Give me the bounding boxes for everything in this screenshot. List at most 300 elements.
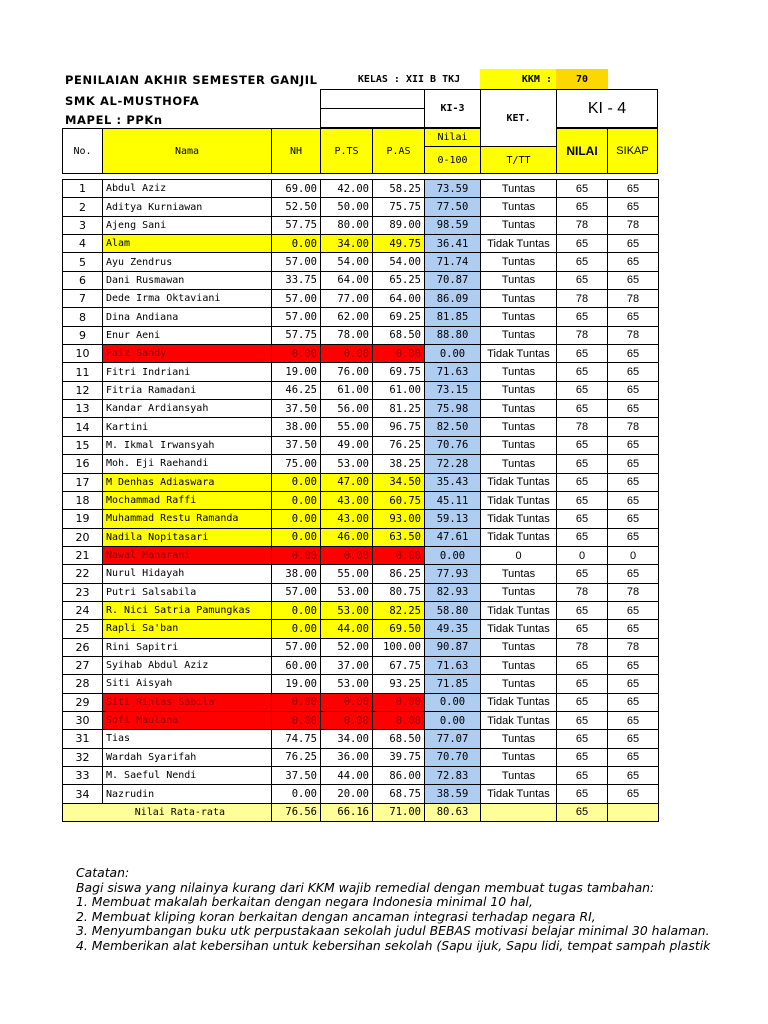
cell-ki3: 72.83 — [425, 767, 481, 785]
cell-ket: Tuntas — [481, 675, 557, 693]
table-row — [63, 601, 659, 619]
table-row — [63, 730, 659, 748]
col-range: 0-100 — [424, 146, 481, 174]
col-pts: P.TS — [320, 128, 373, 174]
cell-ki3: 70.76 — [425, 436, 481, 454]
cell-ki3: 77.07 — [425, 730, 481, 748]
cell-no: 32 — [63, 748, 103, 766]
cell-sikap: 65 — [608, 180, 659, 198]
cell-sikap: 65 — [608, 363, 659, 381]
cell-nh: 38.00 — [272, 565, 321, 583]
cell-no: 8 — [63, 308, 103, 326]
cell-ki3: 0.00 — [425, 546, 481, 564]
cell-ki3: 71.74 — [425, 253, 481, 271]
cell-no: 6 — [63, 271, 103, 289]
cell-nh: 0.00 — [272, 510, 321, 528]
cell-ki3: 70.70 — [425, 748, 481, 766]
col-pas: P.AS — [372, 128, 425, 174]
cell-pas: 65.25 — [373, 271, 425, 289]
cell-ket: Tuntas — [481, 455, 557, 473]
cell-ki3: 0.00 — [425, 711, 481, 729]
cell-nh: 46.25 — [272, 381, 321, 399]
notes-section — [76, 866, 766, 954]
cell-ket: Tuntas — [481, 418, 557, 436]
cell-nama: Wardah Syarifah — [103, 748, 272, 766]
cell-ki3: 90.87 — [425, 638, 481, 656]
col-sikap: SIKAP — [607, 128, 658, 174]
cell-nilai: 65 — [557, 711, 608, 729]
cell-nama: Ajeng Sani — [103, 216, 272, 234]
cell-nh: 0.00 — [272, 491, 321, 509]
cell-sikap: 65 — [608, 510, 659, 528]
notes-intro: Bagi siswa yang nilainya kurang dari KKM wajib remedial dengan membuat tugas tambahan: — [76, 879, 655, 895]
table-row — [63, 345, 659, 363]
cell-pas: 60.75 — [373, 491, 425, 509]
cell-sikap: 65 — [608, 400, 659, 418]
cell-no: 20 — [63, 528, 103, 546]
cell-nama: Syihab Abdul Aziz — [103, 656, 272, 674]
cell-nh: 37.50 — [272, 767, 321, 785]
cell-ki3: 82.93 — [425, 583, 481, 601]
average-pas: 71.00 — [373, 803, 425, 821]
notes-item: 2. Membuat kliping koran berkaitan dengan ancaman integrasi terhadap negara RI, — [76, 908, 596, 924]
cell-sikap: 65 — [608, 436, 659, 454]
cell-nh: 0.00 — [272, 785, 321, 803]
cell-no: 11 — [63, 363, 103, 381]
cell-sikap: 65 — [608, 198, 659, 216]
cell-nilai: 65 — [557, 345, 608, 363]
cell-ki3: 86.09 — [425, 290, 481, 308]
cell-nilai: 78 — [557, 638, 608, 656]
cell-sikap: 65 — [608, 693, 659, 711]
cell-pas: 76.25 — [373, 436, 425, 454]
cell-pts: 76.00 — [321, 363, 373, 381]
notes-item: 1. Membuat makalah berkaitan dengan negara Indonesia minimal 10 hal, — [76, 894, 533, 910]
table-row — [63, 491, 659, 509]
cell-pts: 36.00 — [321, 748, 373, 766]
cell-nama: Muhammad Restu Ramanda — [103, 510, 272, 528]
cell-no: 30 — [63, 711, 103, 729]
cell-nilai: 65 — [557, 767, 608, 785]
cell-ki3: 36.41 — [425, 235, 481, 253]
kkm-value: 70 — [556, 69, 608, 89]
cell-nama: Kandar Ardiansyah — [103, 400, 272, 418]
cell-pas: 81.25 — [373, 400, 425, 418]
cell-pts: 46.00 — [321, 528, 373, 546]
cell-sikap: 65 — [608, 473, 659, 491]
cell-ket: Tuntas — [481, 216, 557, 234]
cell-nh: 0.00 — [272, 546, 321, 564]
cell-ki3: 58.80 — [425, 601, 481, 619]
cell-nh: 37.50 — [272, 436, 321, 454]
cell-ket: Tidak Tuntas — [481, 711, 557, 729]
cell-ket: 0 — [481, 546, 557, 564]
cell-nilai: 65 — [557, 693, 608, 711]
cell-pts: 54.00 — [321, 253, 373, 271]
cell-pts: 62.00 — [321, 308, 373, 326]
col-nh: NH — [271, 128, 321, 174]
cell-ki3: 45.11 — [425, 491, 481, 509]
cell-nilai: 65 — [557, 381, 608, 399]
cell-ket: Tuntas — [481, 436, 557, 454]
cell-sikap: 65 — [608, 253, 659, 271]
cell-pas: 69.50 — [373, 620, 425, 638]
cell-pts: 42.00 — [321, 180, 373, 198]
cell-nilai: 65 — [557, 198, 608, 216]
cell-pas: 54.00 — [373, 253, 425, 271]
cell-pts: 80.00 — [321, 216, 373, 234]
cell-pts: 77.00 — [321, 290, 373, 308]
cell-no: 7 — [63, 290, 103, 308]
cell-ki3: 82.50 — [425, 418, 481, 436]
table-row — [63, 180, 659, 198]
cell-no: 26 — [63, 638, 103, 656]
cell-ket: Tidak Tuntas — [481, 235, 557, 253]
cell-ket: Tuntas — [481, 198, 557, 216]
header-blank-top — [320, 89, 425, 109]
cell-no: 9 — [63, 326, 103, 344]
cell-nama: Moh. Eji Raehandi — [103, 455, 272, 473]
cell-no: 18 — [63, 491, 103, 509]
cell-nama: M. Saeful Nendi — [103, 767, 272, 785]
cell-nilai: 65 — [557, 528, 608, 546]
col-no: No. — [62, 128, 103, 174]
cell-ket: Tuntas — [481, 180, 557, 198]
cell-nh: 76.25 — [272, 748, 321, 766]
table-row — [63, 546, 659, 564]
cell-nama: Rapli Sa'ban — [103, 620, 272, 638]
cell-pas: 0.00 — [373, 693, 425, 711]
cell-no: 13 — [63, 400, 103, 418]
cell-sikap: 78 — [608, 290, 659, 308]
cell-ki3: 98.59 — [425, 216, 481, 234]
cell-nama: Kartini — [103, 418, 272, 436]
cell-pas: 80.75 — [373, 583, 425, 601]
table-row — [63, 253, 659, 271]
cell-nh: 0.00 — [272, 345, 321, 363]
notes-item: 4. Memberikan alat kebersihan untuk kebersihan sekolah (Sapu ijuk, Sapu lidi, tempat sampah plastik — [76, 937, 711, 953]
cell-nilai: 65 — [557, 748, 608, 766]
cell-nilai: 78 — [557, 216, 608, 234]
ki4-header: KI - 4 — [556, 89, 658, 128]
cell-pas: 86.00 — [373, 767, 425, 785]
cell-no: 27 — [63, 656, 103, 674]
cell-ket: Tidak Tuntas — [481, 473, 557, 491]
table-row — [63, 638, 659, 656]
cell-no: 1 — [63, 180, 103, 198]
cell-pts: 34.00 — [321, 730, 373, 748]
cell-pas: 96.75 — [373, 418, 425, 436]
cell-ki3: 59.13 — [425, 510, 481, 528]
table-row — [63, 271, 659, 289]
cell-sikap: 65 — [608, 711, 659, 729]
kkm-label: KKM : — [480, 69, 556, 89]
cell-nilai: 65 — [557, 436, 608, 454]
cell-nama: R. Nici Satria Pamungkas — [103, 601, 272, 619]
table-row — [63, 198, 659, 216]
cell-nh: 57.00 — [272, 253, 321, 271]
cell-nama: Nurul Hidayah — [103, 565, 272, 583]
cell-nilai: 65 — [557, 565, 608, 583]
cell-ki3: 49.35 — [425, 620, 481, 638]
cell-sikap: 65 — [608, 491, 659, 509]
cell-nama: Siti Aisyah — [103, 675, 272, 693]
cell-nilai: 65 — [557, 455, 608, 473]
cell-nh: 19.00 — [272, 675, 321, 693]
cell-ket: Tidak Tuntas — [481, 693, 557, 711]
cell-nama: Nadila Nopitasari — [103, 528, 272, 546]
cell-no: 17 — [63, 473, 103, 491]
cell-nama: Nazrudin — [103, 785, 272, 803]
cell-nama: Dani Rusmawan — [103, 271, 272, 289]
cell-sikap: 65 — [608, 528, 659, 546]
cell-nh: 0.00 — [272, 601, 321, 619]
cell-pas: 75.75 — [373, 198, 425, 216]
table-row — [63, 326, 659, 344]
cell-ket: Tidak Tuntas — [481, 491, 557, 509]
cell-nh: 0.00 — [272, 235, 321, 253]
cell-no: 25 — [63, 620, 103, 638]
col-ki4-nilai: NILAI — [556, 128, 608, 174]
cell-ket: Tuntas — [481, 583, 557, 601]
cell-nama: Sofi Maulana — [103, 711, 272, 729]
cell-nh: 38.00 — [272, 418, 321, 436]
cell-ki3: 75.98 — [425, 400, 481, 418]
cell-sikap: 65 — [608, 656, 659, 674]
cell-pts: 0.00 — [321, 345, 373, 363]
cell-pas: 38.25 — [373, 455, 425, 473]
cell-pas: 82.25 — [373, 601, 425, 619]
cell-nama: Putri Salsabila — [103, 583, 272, 601]
cell-pas: 89.00 — [373, 216, 425, 234]
cell-nilai: 65 — [557, 656, 608, 674]
cell-no: 23 — [63, 583, 103, 601]
table-row — [63, 400, 659, 418]
cell-nh: 57.00 — [272, 583, 321, 601]
cell-pas: 58.25 — [373, 180, 425, 198]
table-row — [63, 216, 659, 234]
cell-nama: M. Ikmal Irwansyah — [103, 436, 272, 454]
cell-sikap: 65 — [608, 345, 659, 363]
cell-pas: 68.50 — [373, 730, 425, 748]
cell-sikap: 65 — [608, 565, 659, 583]
report-title: PENILAIAN AKHIR SEMESTER GANJIL — [65, 73, 318, 87]
cell-pas: 93.25 — [373, 675, 425, 693]
cell-nh: 33.75 — [272, 271, 321, 289]
cell-pts: 43.00 — [321, 510, 373, 528]
grades-table — [62, 179, 659, 822]
cell-pas: 68.75 — [373, 785, 425, 803]
cell-sikap: 65 — [608, 308, 659, 326]
cell-nilai: 65 — [557, 253, 608, 271]
cell-nh: 57.00 — [272, 290, 321, 308]
table-row — [63, 767, 659, 785]
cell-nilai: 65 — [557, 785, 608, 803]
cell-nh: 0.00 — [272, 620, 321, 638]
cell-no: 21 — [63, 546, 103, 564]
cell-pas: 0.00 — [373, 711, 425, 729]
cell-ki3: 47.61 — [425, 528, 481, 546]
cell-pts: 64.00 — [321, 271, 373, 289]
cell-pts: 0.00 — [321, 546, 373, 564]
cell-pts: 44.00 — [321, 767, 373, 785]
table-row — [63, 510, 659, 528]
cell-nh: 0.00 — [272, 693, 321, 711]
cell-nama: Mochammad Raffi — [103, 491, 272, 509]
cell-ket: Tuntas — [481, 326, 557, 344]
cell-pts: 49.00 — [321, 436, 373, 454]
cell-ki3: 72.28 — [425, 455, 481, 473]
cell-no: 5 — [63, 253, 103, 271]
cell-ket: Tidak Tuntas — [481, 785, 557, 803]
table-row — [63, 785, 659, 803]
cell-nama: Ayu Zendrus — [103, 253, 272, 271]
cell-sikap: 65 — [608, 455, 659, 473]
table-row — [63, 363, 659, 381]
cell-nh: 60.00 — [272, 656, 321, 674]
table-row — [63, 290, 659, 308]
cell-nama: Aditya Kurniawan — [103, 198, 272, 216]
cell-sikap: 65 — [608, 271, 659, 289]
cell-no: 34 — [63, 785, 103, 803]
cell-pas: 49.75 — [373, 235, 425, 253]
table-row — [63, 455, 659, 473]
cell-nh: 74.75 — [272, 730, 321, 748]
cell-ki3: 35.43 — [425, 473, 481, 491]
cell-pts: 53.00 — [321, 583, 373, 601]
average-nh: 76.56 — [272, 803, 321, 821]
cell-pts: 43.00 — [321, 491, 373, 509]
table-row — [63, 565, 659, 583]
cell-nh: 69.00 — [272, 180, 321, 198]
cell-no: 22 — [63, 565, 103, 583]
cell-ket: Tidak Tuntas — [481, 345, 557, 363]
cell-ki3: 73.59 — [425, 180, 481, 198]
cell-pts: 61.00 — [321, 381, 373, 399]
cell-ki3: 71.85 — [425, 675, 481, 693]
cell-nh: 37.50 — [272, 400, 321, 418]
average-sikap — [608, 803, 659, 821]
cell-ket: Tidak Tuntas — [481, 528, 557, 546]
cell-no: 29 — [63, 693, 103, 711]
cell-pas: 63.50 — [373, 528, 425, 546]
cell-no: 2 — [63, 198, 103, 216]
cell-nh: 57.75 — [272, 326, 321, 344]
cell-nama: Dina Andiana — [103, 308, 272, 326]
col-ttt: T/TT — [480, 146, 557, 174]
cell-pts: 52.00 — [321, 638, 373, 656]
cell-nh: 0.00 — [272, 528, 321, 546]
cell-nama: Dede Irma Oktaviani — [103, 290, 272, 308]
cell-nilai: 78 — [557, 418, 608, 436]
cell-ket: Tuntas — [481, 656, 557, 674]
average-row — [63, 803, 659, 821]
cell-pas: 68.50 — [373, 326, 425, 344]
average-nilai: 65 — [557, 803, 608, 821]
cell-pts: 47.00 — [321, 473, 373, 491]
cell-ket: Tuntas — [481, 748, 557, 766]
cell-pts: 53.00 — [321, 675, 373, 693]
cell-nilai: 65 — [557, 400, 608, 418]
table-row — [63, 675, 659, 693]
class-label: KELAS : XII B TKJ — [357, 73, 461, 85]
cell-sikap: 65 — [608, 601, 659, 619]
cell-nh: 75.00 — [272, 455, 321, 473]
cell-nh: 57.00 — [272, 308, 321, 326]
table-row — [63, 583, 659, 601]
cell-pas: 69.75 — [373, 363, 425, 381]
cell-pts: 56.00 — [321, 400, 373, 418]
table-row — [63, 748, 659, 766]
cell-ki3: 71.63 — [425, 363, 481, 381]
cell-no: 15 — [63, 436, 103, 454]
cell-nh: 0.00 — [272, 473, 321, 491]
cell-pts: 20.00 — [321, 785, 373, 803]
cell-pas: 61.00 — [373, 381, 425, 399]
cell-pts: 0.00 — [321, 693, 373, 711]
cell-pts: 78.00 — [321, 326, 373, 344]
table-row — [63, 308, 659, 326]
table-row — [63, 418, 659, 436]
cell-nilai: 65 — [557, 510, 608, 528]
cell-nama: Enur Aeni — [103, 326, 272, 344]
table-row — [63, 711, 659, 729]
cell-ket: Tuntas — [481, 565, 557, 583]
cell-nh: 52.50 — [272, 198, 321, 216]
ki3-header: KI-3 — [424, 89, 481, 128]
cell-nh: 57.75 — [272, 216, 321, 234]
cell-ki3: 88.80 — [425, 326, 481, 344]
cell-nilai: 65 — [557, 473, 608, 491]
cell-nama: Faiz Sandy — [103, 345, 272, 363]
cell-nilai: 65 — [557, 675, 608, 693]
cell-pas: 0.00 — [373, 345, 425, 363]
cell-pts: 44.00 — [321, 620, 373, 638]
average-label: Nilai Rata-rata — [63, 803, 272, 821]
cell-nama: Nawal Maharani — [103, 546, 272, 564]
cell-nilai: 0 — [557, 546, 608, 564]
cell-pts: 53.00 — [321, 601, 373, 619]
cell-nama: Fitria Ramadani — [103, 381, 272, 399]
cell-ket: Tuntas — [481, 381, 557, 399]
cell-sikap: 65 — [608, 730, 659, 748]
cell-nh: 0.00 — [272, 711, 321, 729]
cell-ket: Tuntas — [481, 253, 557, 271]
cell-pas: 34.50 — [373, 473, 425, 491]
cell-sikap: 78 — [608, 418, 659, 436]
cell-ket: Tuntas — [481, 308, 557, 326]
average-pts: 66.16 — [321, 803, 373, 821]
cell-sikap: 65 — [608, 620, 659, 638]
cell-ki3: 71.63 — [425, 656, 481, 674]
header-blank-bottom — [320, 108, 425, 128]
cell-ki3: 38.59 — [425, 785, 481, 803]
cell-pts: 53.00 — [321, 455, 373, 473]
notes-item: 3. Menyumbangan buku utk perpustakaan sekolah judul BEBAS motivasi belajar minimal 30 halaman. — [76, 923, 710, 939]
cell-no: 3 — [63, 216, 103, 234]
cell-pts: 55.00 — [321, 565, 373, 583]
cell-pas: 100.00 — [373, 638, 425, 656]
cell-pas: 69.25 — [373, 308, 425, 326]
cell-nilai: 65 — [557, 308, 608, 326]
cell-no: 28 — [63, 675, 103, 693]
cell-nama: Fitri Indriani — [103, 363, 272, 381]
cell-sikap: 78 — [608, 583, 659, 601]
cell-pts: 50.00 — [321, 198, 373, 216]
cell-pts: 55.00 — [321, 418, 373, 436]
cell-ket: Tuntas — [481, 400, 557, 418]
cell-ket: Tuntas — [481, 363, 557, 381]
